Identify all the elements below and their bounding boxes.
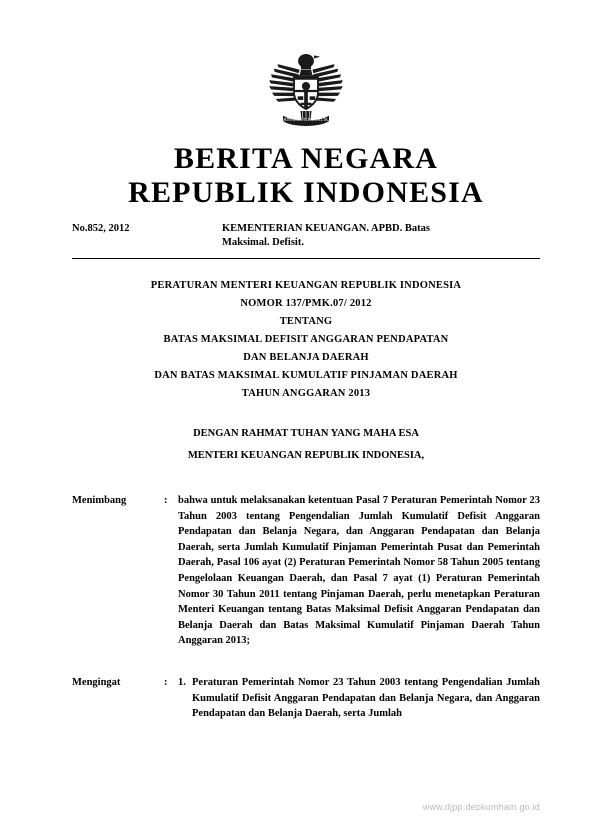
document-page <box>0 42 612 834</box>
masthead <box>72 142 540 210</box>
masthead-line-1: BERITA NEGARA <box>173 142 439 175</box>
gazette-subject-line-1: KEMENTERIAN KEUANGAN. APBD. Batas <box>222 223 430 234</box>
remembering-item-number: 1. <box>178 676 186 688</box>
title-line-7: TAHUN ANGGARAN 2013 <box>241 388 371 399</box>
title-line-4: BATAS MAKSIMAL DEFISIT ANGGARAN PENDAPATAN <box>163 334 449 345</box>
gazette-number: No.852, 2012 <box>72 223 130 234</box>
garuda-pancasila-emblem <box>260 42 352 134</box>
title-line-2: NOMOR 137/PMK.07/ 2012 <box>240 298 372 309</box>
considering-clause <box>72 493 540 649</box>
remembering-clause <box>72 675 540 722</box>
title-line-6: DAN BATAS MAKSIMAL KUMULATIF PINJAMAN DAERAH <box>154 370 458 381</box>
decree-heading <box>72 423 540 467</box>
header-number-subject-row <box>72 222 540 250</box>
gazette-subject-line-2: Maksimal. Defisit. <box>222 237 304 248</box>
considering-label: Menimbang <box>72 495 127 506</box>
considering-body: bahwa untuk melaksanakan ketentuan Pasal 7 Peraturan Pemerintah Nomor 23 Tahun 2003 tentang Pengendalian Jumlah Kumulatif Defisit Anggaran Pendapatan dan Belanja Negara, dan Anggaran Pendapatan dan Belanja Daerah, serta Jumlah Kumulatif Pinjaman Pemerintah Pusat dan Pemerintah Daerah, Pasal 106 ayat (2) Peraturan Pemerintah Nomor 58 Tahun 2005 tentang Pengelolaan Keuangan Daerah, dan Pasal 7 ayat (1) Peraturan Pemerintah Nomor 30 Tahun 2011 tentang Pinjaman Daerah, perlu menetapkan Peraturan Menteri Keuangan tentang Batas Maksimal Defisit Anggaran Pendapatan dan Belanja Daerah dan Batas Maksimal Kumulatif Pinjaman Daerah Tahun Anggaran 2013; <box>178 495 540 647</box>
emblem-motto: BHINNEKA TUNGGAL IKA <box>280 117 332 123</box>
remembering-body <box>178 675 540 722</box>
regulation-title-block <box>72 277 540 403</box>
title-line-1: PERATURAN MENTERI KEUANGAN REPUBLIK INDONESIA <box>150 280 462 291</box>
decree-line-2: MENTERI KEUANGAN REPUBLIK INDONESIA, <box>187 450 425 461</box>
decree-line-1: DENGAN RAHMAT TUHAN YANG MAHA ESA <box>193 428 419 439</box>
remembering-item-text: Peraturan Pemerintah Nomor 23 Tahun 2003 tentang Pengendalian Jumlah Kumulatif Defisit Anggaran Pendapatan dan Belanja Negara, dan Anggaran Pendapatan dan Belanja Daerah, serta Jumlah <box>192 676 540 720</box>
masthead-line-2: REPUBLIK INDONESIA <box>128 176 484 209</box>
title-line-3: TENTANG <box>279 316 333 327</box>
title-line-5: DAN BELANJA DAERAH <box>243 352 369 363</box>
emblem-container <box>72 42 540 138</box>
remembering-item <box>178 675 540 722</box>
footer-watermark: www.djpp.depkumham.go.id <box>422 802 540 812</box>
considering-colon: : <box>164 495 168 506</box>
remembering-label: Mengingat <box>72 676 121 688</box>
remembering-colon: : <box>164 676 168 688</box>
header-divider <box>72 258 540 259</box>
gazette-subject <box>222 222 540 250</box>
